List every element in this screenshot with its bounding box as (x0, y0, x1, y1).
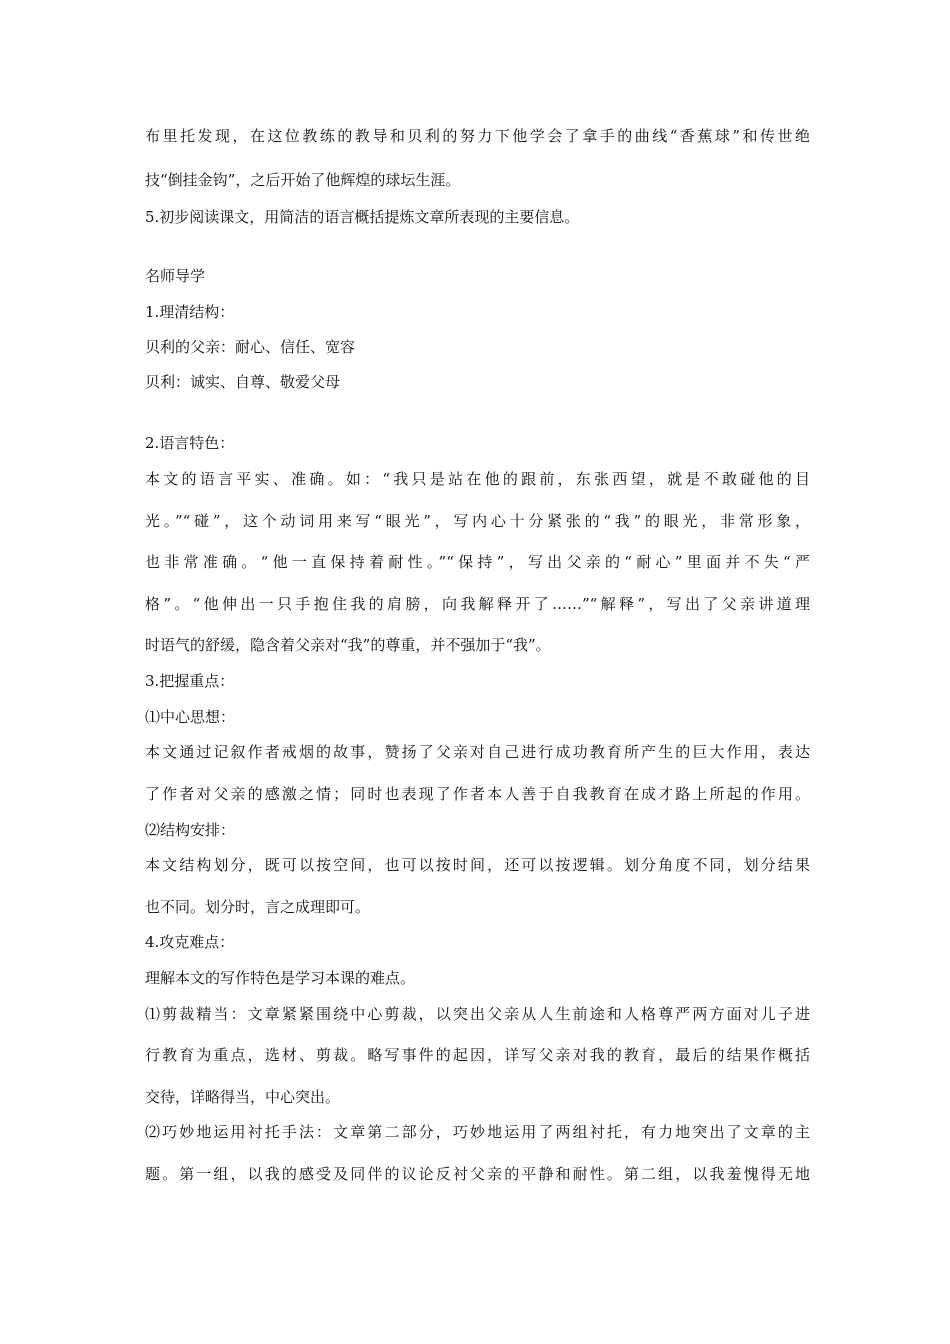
text-line: 交待，详略得当，中心突出。 (145, 1088, 341, 1106)
question-5: 5.初步阅读课文，用简洁的语言概括提炼文章所表现的主要信息。 (145, 208, 580, 226)
text-line: 也非常准确。“他一直保持着耐性。”“保持”，写出父亲的“耐心”里面并不失“严 (145, 553, 810, 571)
subsection-heading: 4.攻克难点： (145, 933, 235, 951)
text-line: 布里托发现，在这位教练的教导和贝利的努力下他学会了拿手的曲线“香蕉球”和传世绝 (145, 127, 810, 145)
text-line: 贝利：诚实、自尊、敬爱父母 (145, 373, 341, 391)
text-line: 时语气的舒缓，隐含着父亲对“我”的尊重，并不强加于“我”。 (145, 636, 551, 654)
text-line: 了作者对父亲的感激之情；同时也表现了作者本人善于自我教育在成才路上所起的作用。 (145, 785, 810, 803)
text-line: ⑵巧妙地运用衬托手法：文章第二部分，巧妙地运用了两组衬托，有力地突出了文章的主 (145, 1123, 810, 1141)
text-line: 本文结构划分，既可以按空间，也可以按时间，还可以按逻辑。划分角度不同，划分结果 (145, 856, 810, 874)
text-line: 理解本文的写作特色是学习本课的难点。 (145, 969, 416, 987)
text-line: ⑴剪裁精当：文章紧紧围绕中心剪裁，以突出父亲从人生前途和人格尊严两方面对儿子进 (145, 1005, 810, 1023)
subsection-heading: ⑵结构安排： (145, 821, 236, 839)
subsection-heading: 3.把握重点： (145, 672, 235, 690)
text-line: 贝利的父亲：耐心、信任、宽容 (145, 338, 356, 356)
text-line: 题。第一组，以我的感受及同伴的议论反衬父亲的平静和耐性。第二组，以我羞愧得无地 (145, 1165, 810, 1183)
text-line: 光。”“碰”，这个动词用来写“眼光”，写内心十分紧张的“我”的眼光，非常形象， (145, 512, 810, 530)
text-line: 也不同。划分时，言之成理即可。 (145, 898, 371, 916)
subsection-heading: ⑴中心思想： (145, 708, 236, 726)
text-line: 本文通过记叙作者戒烟的故事，赞扬了父亲对自己进行成功教育所产生的巨大作用，表达 (145, 743, 810, 761)
section-heading: 名师导学 (145, 267, 206, 285)
text-line: 技“倒挂金钩”，之后开始了他辉煌的球坛生涯。 (145, 171, 461, 189)
text-line: 格”。“他伸出一只手抱住我的肩膀，向我解释开了……”“解释”，写出了父亲讲道理 (145, 595, 810, 613)
text-line: 行教育为重点，选材、剪裁。略写事件的起因，详写父亲对我的教育，最后的结果作概括 (145, 1046, 810, 1064)
subsection-heading: 2.语言特色： (145, 434, 235, 452)
subsection-heading: 1.理清结构： (145, 303, 235, 321)
text-line: 本文的语言平实、准确。如：“我只是站在他的跟前，东张西望，就是不敢碰他的目 (145, 470, 810, 488)
